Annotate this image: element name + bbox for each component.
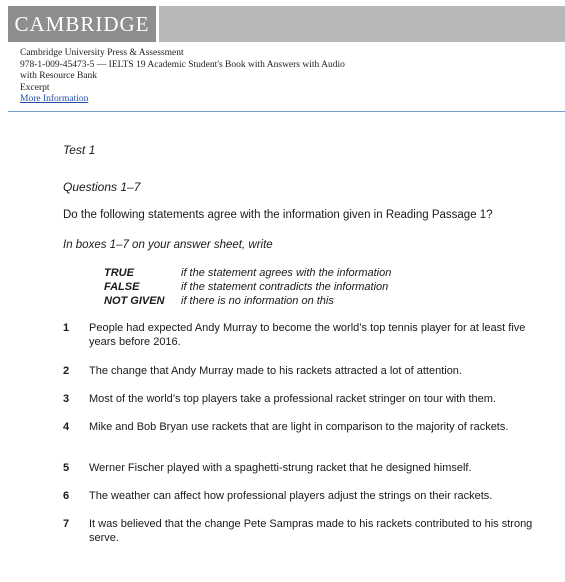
statement-number: 5 bbox=[63, 462, 70, 474]
logo-text: CAMBRIDGE bbox=[14, 11, 150, 36]
publisher-line: Cambridge University Press & Assessment bbox=[20, 48, 184, 58]
more-information-link[interactable]: More Information bbox=[20, 94, 89, 105]
statement-number: 2 bbox=[63, 365, 70, 377]
legend-desc: if the statement agrees with the information bbox=[181, 267, 392, 279]
statement-text: The weather can affect how professional players adjust the strings on their rackets. bbox=[89, 490, 493, 502]
statement-number: 1 bbox=[63, 322, 70, 334]
legend-desc: if the statement contradicts the information bbox=[181, 281, 389, 293]
legend-desc: if there is no information on this bbox=[181, 295, 334, 307]
statement-number: 7 bbox=[63, 518, 70, 530]
cambridge-logo bbox=[8, 6, 159, 42]
statement-number: 6 bbox=[63, 490, 70, 502]
statement-text: Most of the world’s top players take a professional racket stringer on tour with them. bbox=[89, 393, 496, 405]
book-metadata bbox=[20, 48, 540, 106]
statement-text: It was believed that the change Pete Sampras made to his rackets contributed to his strong serve. bbox=[89, 518, 533, 544]
statement-number: 3 bbox=[63, 393, 70, 405]
questions-title: Questions 1–7 bbox=[63, 180, 141, 194]
header-divider bbox=[8, 111, 565, 112]
legend-key: FALSE bbox=[104, 281, 140, 293]
answer-legend bbox=[104, 266, 391, 308]
statement-text: Mike and Bob Bryan use rackets that are light in comparison to the majority of rackets. bbox=[89, 421, 509, 433]
answer-instruction: In boxes 1–7 on your answer sheet, write bbox=[63, 239, 273, 251]
legend-row-true bbox=[104, 266, 391, 280]
legend-key: NOT GIVEN bbox=[104, 295, 165, 307]
statement-text: Werner Fischer played with a spaghetti-strung racket that he designed himself. bbox=[89, 462, 472, 474]
legend-row-false bbox=[104, 280, 391, 294]
test-title: Test 1 bbox=[63, 143, 96, 157]
header-banner bbox=[8, 6, 565, 42]
statement-text: People had expected Andy Murray to become the world’s top tennis player for at least five years before 2016. bbox=[89, 322, 526, 348]
excerpt-label: Excerpt bbox=[20, 82, 50, 93]
statement-text: The change that Andy Murray made to his rackets attracted a lot of attention. bbox=[89, 365, 462, 377]
isbn-title-line: 978-1-009-45473-5 — IELTS 19 Academic Student's Book with Answers with Audio bbox=[20, 59, 345, 70]
legend-row-not-given bbox=[104, 294, 391, 308]
title-continued-line: with Resource Bank bbox=[20, 71, 98, 82]
instruction-text: Do the following statements agree with the information given in Reading Passage 1? bbox=[63, 209, 493, 221]
legend-key: TRUE bbox=[104, 267, 134, 279]
statement-number: 4 bbox=[63, 421, 70, 433]
